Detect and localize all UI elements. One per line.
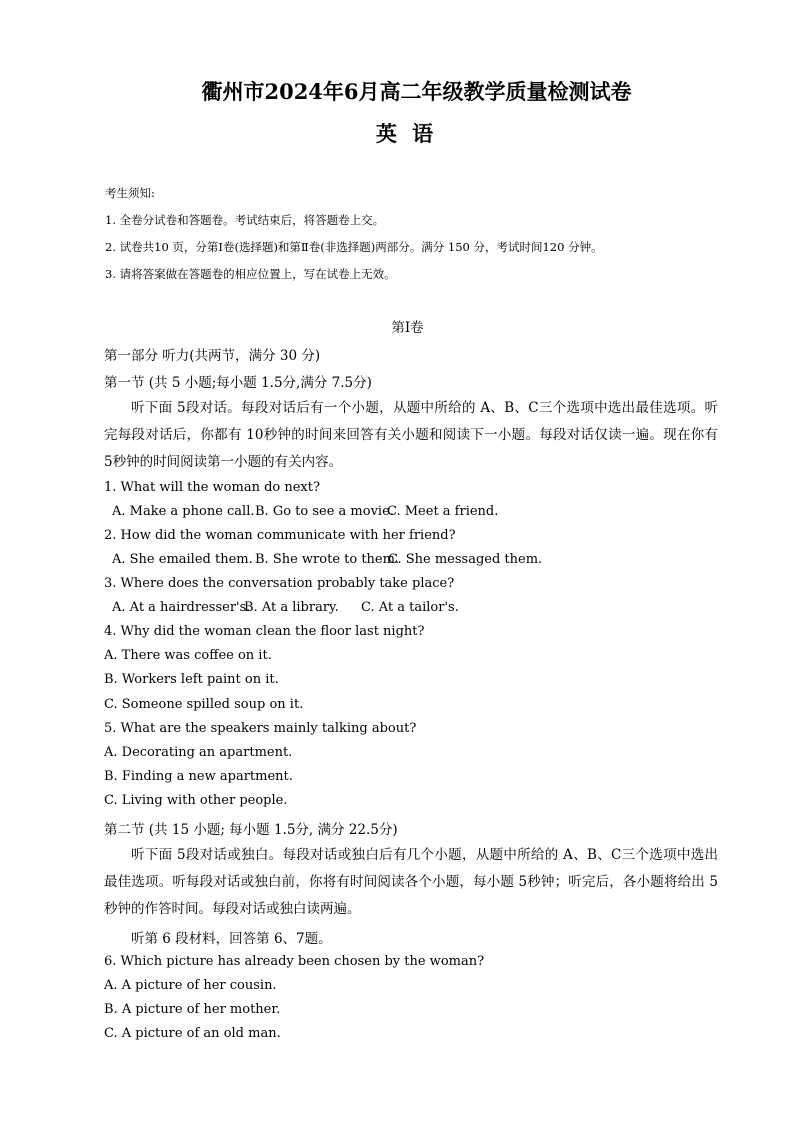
section-heading: 第二节 (共 15 小题; 每小题 1.5分, 满分 22.5分) xyxy=(104,822,398,838)
option: A. Make a phone call. xyxy=(112,504,255,519)
option: B. A picture of her mother. xyxy=(104,1002,281,1017)
option: C. Someone spilled soup on it. xyxy=(104,697,304,712)
question-stem: 6. Which picture has already been chosen by the woman? xyxy=(104,954,485,969)
question-options xyxy=(112,600,459,615)
question-options xyxy=(112,552,542,567)
question-stem: 3. Where does the conversation probably take place? xyxy=(104,576,455,591)
option: B. At a library. xyxy=(244,600,339,615)
section-directions: 听下面 5段对话。每段对话后有一个小题，从题中所给的 A、B、C三个选项中选出最佳选项。听完每段对话后，你都有 10秒钟的时间来回答有关小题和阅读下一小题。每段对话仅读一遍。现在你有 5秒钟的时间阅读第一小题的有关内容。 xyxy=(104,400,718,470)
option: C. A picture of an old man. xyxy=(104,1026,281,1041)
option: B. She wrote to them. xyxy=(255,552,400,567)
option: A. A picture of her cousin. xyxy=(104,978,277,993)
notice-heading: 考生须知: xyxy=(105,186,155,200)
notice-item: 1. 全卷分试卷和答题卷。考试结束后，将答题卷上交。 xyxy=(105,213,385,227)
part-heading: 第一部分 听力(共两节，满分 30 分) xyxy=(104,348,321,364)
notice-item: 3. 请将答案做在答题卷的相应位置上，写在试卷上无效。 xyxy=(105,267,396,281)
notice-item: 2. 试卷共10 页，分第Ⅰ卷(选择题)和第Ⅱ卷(非选择题)两部分。满分 150 分，考试时间120 分钟。 xyxy=(105,240,603,254)
question-stem: 4. Why did the woman clean the floor last night? xyxy=(104,624,425,639)
option: A. Decorating an apartment. xyxy=(104,745,293,760)
subject-title: 英 语 xyxy=(375,121,438,146)
section-heading: 第一节 (共 5 小题;每小题 1.5分,满分 7.5分) xyxy=(104,375,372,391)
option: C. Meet a friend. xyxy=(387,504,499,519)
question-stem: 1. What will the woman do next? xyxy=(104,480,320,495)
exam-title: 衢州市2024年6月高二年级教学质量检测试卷 xyxy=(201,79,632,104)
question-stem: 5. What are the speakers mainly talking about? xyxy=(104,721,417,736)
volume-heading: 第Ⅰ卷 xyxy=(391,320,424,336)
option: A. At a hairdresser's. xyxy=(112,600,251,615)
option: B. Go to see a movie. xyxy=(255,504,394,519)
section-directions: 听下面 5段对话或独白。每段对话或独白后有几个小题，从题中所给的 A、B、C三个选项中选出最佳选项。听每段对话或独白前，你将有时间阅读各个小题，每小题 5秒钟；听完后，各小题将给出 5秒钟的作答时间。每段对话或独白读两遍。 xyxy=(104,847,718,917)
question-stem: 2. How did the woman communicate with her friend? xyxy=(104,528,456,543)
option: C. At a tailor's. xyxy=(361,600,459,615)
option: A. There was coffee on it. xyxy=(104,648,272,663)
option: B. Finding a new apartment. xyxy=(104,769,293,784)
option: B. Workers left paint on it. xyxy=(104,672,279,687)
option: C. Living with other people. xyxy=(104,793,288,808)
option: C. She messaged them. xyxy=(388,552,543,567)
option: A. She emailed them. xyxy=(112,552,253,567)
material-instruction: 听第 6 段材料，回答第 6、7题。 xyxy=(131,931,332,947)
question-options xyxy=(112,504,498,519)
